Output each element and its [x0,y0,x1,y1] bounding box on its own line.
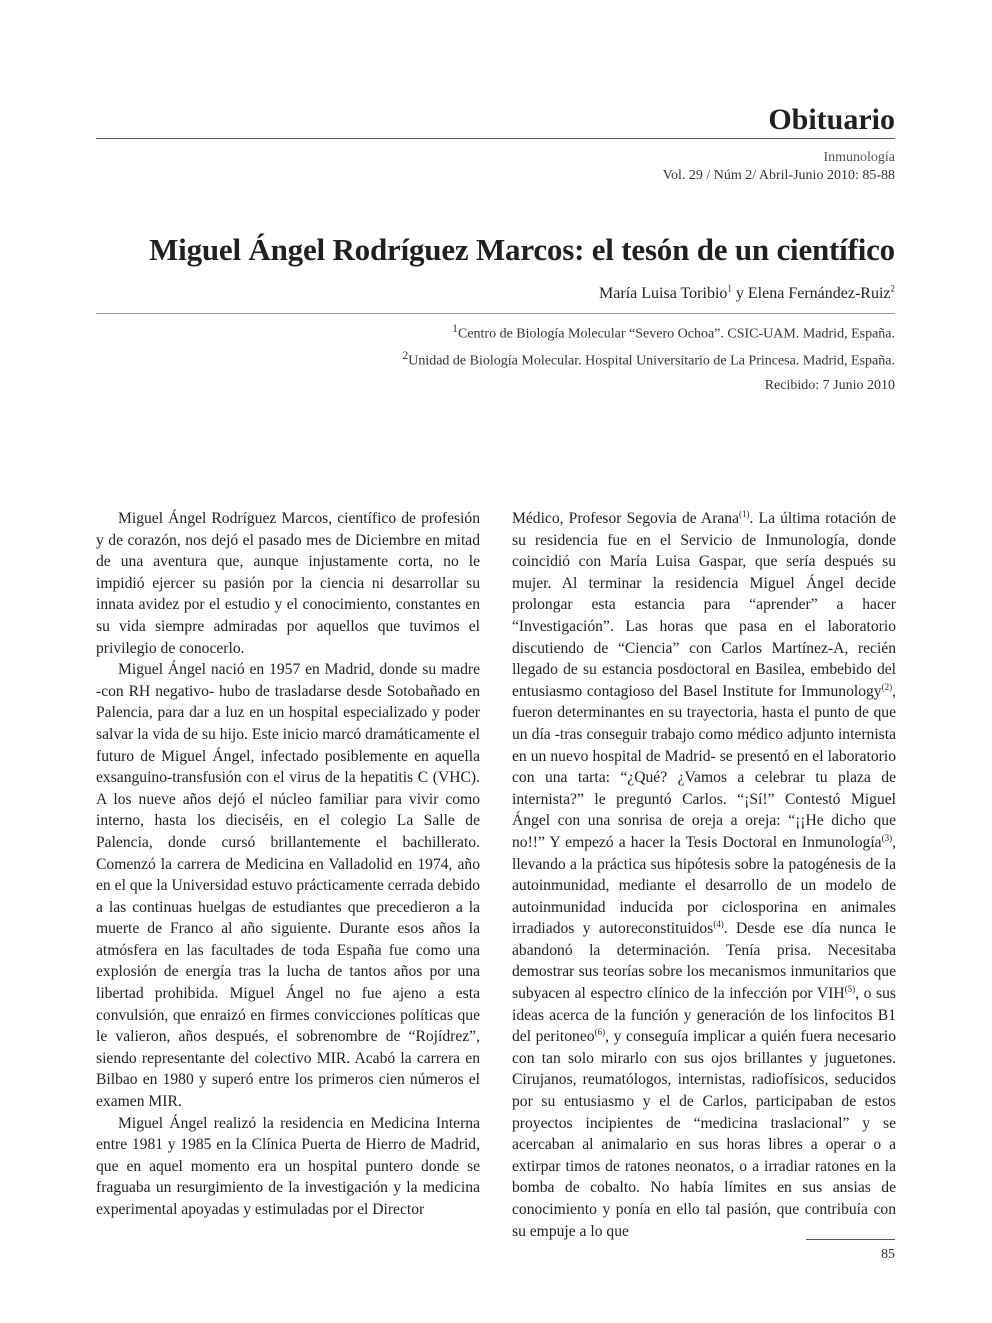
reference-marker[interactable]: (3) [881,832,893,843]
body-paragraph [512,508,896,1242]
affiliations [402,318,895,371]
reference-marker[interactable]: (1) [739,508,750,519]
authors-divider [96,313,895,314]
affiliation-text: Centro de Biología Molecular “Severo Ochoa”. CSIC-UAM. Madrid, España. [457,326,895,342]
reference-marker[interactable]: (6) [594,1027,606,1038]
body-text: , llevando a la práctica sus hipótesis sobre la patogénesis de la autoinmunidad, mediante el desarrollo de un modelo de autoinmunidad inducida por ciclosporina en animales irradiados y autoreconstituidos [512,833,896,938]
journal-info [663,149,895,185]
article-title: Miguel Ángel Rodríguez Marcos: el tesón de un científico [149,232,895,267]
affiliation-mark: 1 [452,322,458,335]
page-number: 85 [881,1247,895,1262]
journal-name: Inmunología [823,150,895,165]
author-name: Elena Fernández-Ruiz [747,285,891,302]
affiliation [402,345,895,372]
author-separator: y [731,285,748,302]
body-column-right [512,508,896,1242]
affiliation-text: Unidad de Biología Molecular. Hospital Universitario de La Princesa. Madrid, España. [408,353,895,369]
body-paragraph: Miguel Ángel Rodríguez Marcos, científico de profesión y de corazón, nos dejó el pasado mes de Diciembre en mitad de una aventura que, aunque injustamente corta, no le impidió ejercer su pasión por la ciencia ni desarrollar su innata avidez por el estudio y el conocimiento, constantes en su vida siempre admiradas por aquellos que tuvimos el privilegio de conocerlo. [96,510,480,657]
author-affil-mark: 2 [890,283,895,294]
header-divider [96,138,895,139]
body-text: , fueron determinantes en su trayectoria, hasta el punto de que un día -tras conseguir trabajo como médico adjunto internista en un nuevo hospital de Madrid- se presentó en el laboratorio con una tarta: “¿Qué? ¿Vamos a celebrar tu plaza de internista?” le preguntó Carlos. “¡Sí!” Contestó Miguel Ángel con una sonrisa de oreja a oreja: “¡¡He dicho que no!!” Y empezó a hacer la Tesis Doctoral en Inmunología [512,682,896,851]
body-paragraph: Miguel Ángel nació en 1957 en Madrid, donde su madre -con RH negativo- hubo de trasladarse desde Sotobañado en Palencia, para dar a luz en un hospital especializado y poder salvar la vida de su hijo. Este inicio marcó dramáticamente el futuro de Miguel Ángel, infectado posiblemente en aquella exsanguino-transfusión con el virus de la hepatitis C (VHC). A los nueve años dejó el núcleo familiar para vivir como interno, hasta los dieciséis, en el colegio La Salle de Palencia, donde cursó brillantemente el bachillerato. Comenzó la carrera de Medicina en Valladolid en 1974, año en el que la Universidad estuvo prácticamente cerrada debido a las continuas huelgas de estudiantes que precedieron a la muerte de Franco al año siguiente. Durante esos años la atmósfera en las facultades de toda España fue como una explosión de energía tras la lucha de tantos años por una libertad prohibida. Miguel Ángel no fue ajeno a esta convulsión, que enraizó en firmes convicciones políticas que le valieron, años después, el sobrenombre de “Rojídrez”, siendo representante del colectivo MIR. Acabó la carrera en Bilbao en 1980 y superó entre los primeros cien números el examen MIR. [96,661,480,1111]
body-text: Médico, Profesor Segovia de Arana [512,510,740,527]
author-name: María Luisa Toribio [599,285,728,302]
body-column-left [96,508,480,1221]
affiliation [402,318,895,345]
body-paragraph: Miguel Ángel realizó la residencia en Medicina Interna entre 1981 y 1985 en la Clínica Puerta de Hierro de Madrid, que en aquel momento era un hospital puntero donde se fraguaba un resurgimiento de la investigación y la medicina experimental apoyadas y estimuladas por el Director [96,1114,480,1218]
body-text: . La última rotación de su residencia fue en el Servicio de Inmunología, donde coincidió con María Luisa Gaspar, que sería después su mujer. Al terminar la residencia Miguel Ángel decide prolongar esta estancia para “aprender” a hacer “Investigación”. Las horas que pasa en el laboratorio discutiendo de “Ciencia” con Carlos Martínez-A, recién llegado de su estancia posdoctoral en Basilea, embebido del entusiasmo contagioso del Basel Institute for Immunology [512,510,896,700]
author-affil-mark: 1 [727,283,732,294]
reference-marker[interactable]: (2) [881,681,893,692]
body-text: , o sus ideas acerca de la función y generación de los linfocitos B1 del peritoneo [512,985,896,1046]
reference-marker[interactable]: (4) [713,919,724,930]
section-title: Obituario [768,103,895,136]
body-text: . Desde ese día nunca le abandonó la determinación. Tenía prisa. Necesitaba demostrar sus teorías sobre los mecanismos inmunitarios que subyacen al espectro clínico de la infección por VIH [512,920,897,1003]
affiliation-mark: 2 [402,348,409,362]
reference-marker[interactable]: (5) [844,983,856,994]
body-text: , y conseguía implicar a quién fuera necesario con tan solo mirarlo con sus ojos brillantes y juguetones. Cirujanos, reumatólogos, internistas, radiofísicos, seducidos por su entusiasmo y el de Carlos, participaban de estos proyectos incipientes de “medicina traslacional” y se acercaban al animalario en sus horas libres a operar o a extirpar timos de ratones neonatos, o a irradiar ratones en la bomba de cobalto. No había límites en sus ansias de conocimiento y ponía en ello tal pasión, que contribuía con su empuje a lo que [512,1028,896,1240]
author-line [599,284,895,304]
journal-citation: Vol. 29 / Núm 2/ Abril-Junio 2010: 85-88 [662,168,895,183]
received-date: Recibido: 7 Junio 2010 [764,378,895,393]
footer-divider [806,1239,895,1240]
